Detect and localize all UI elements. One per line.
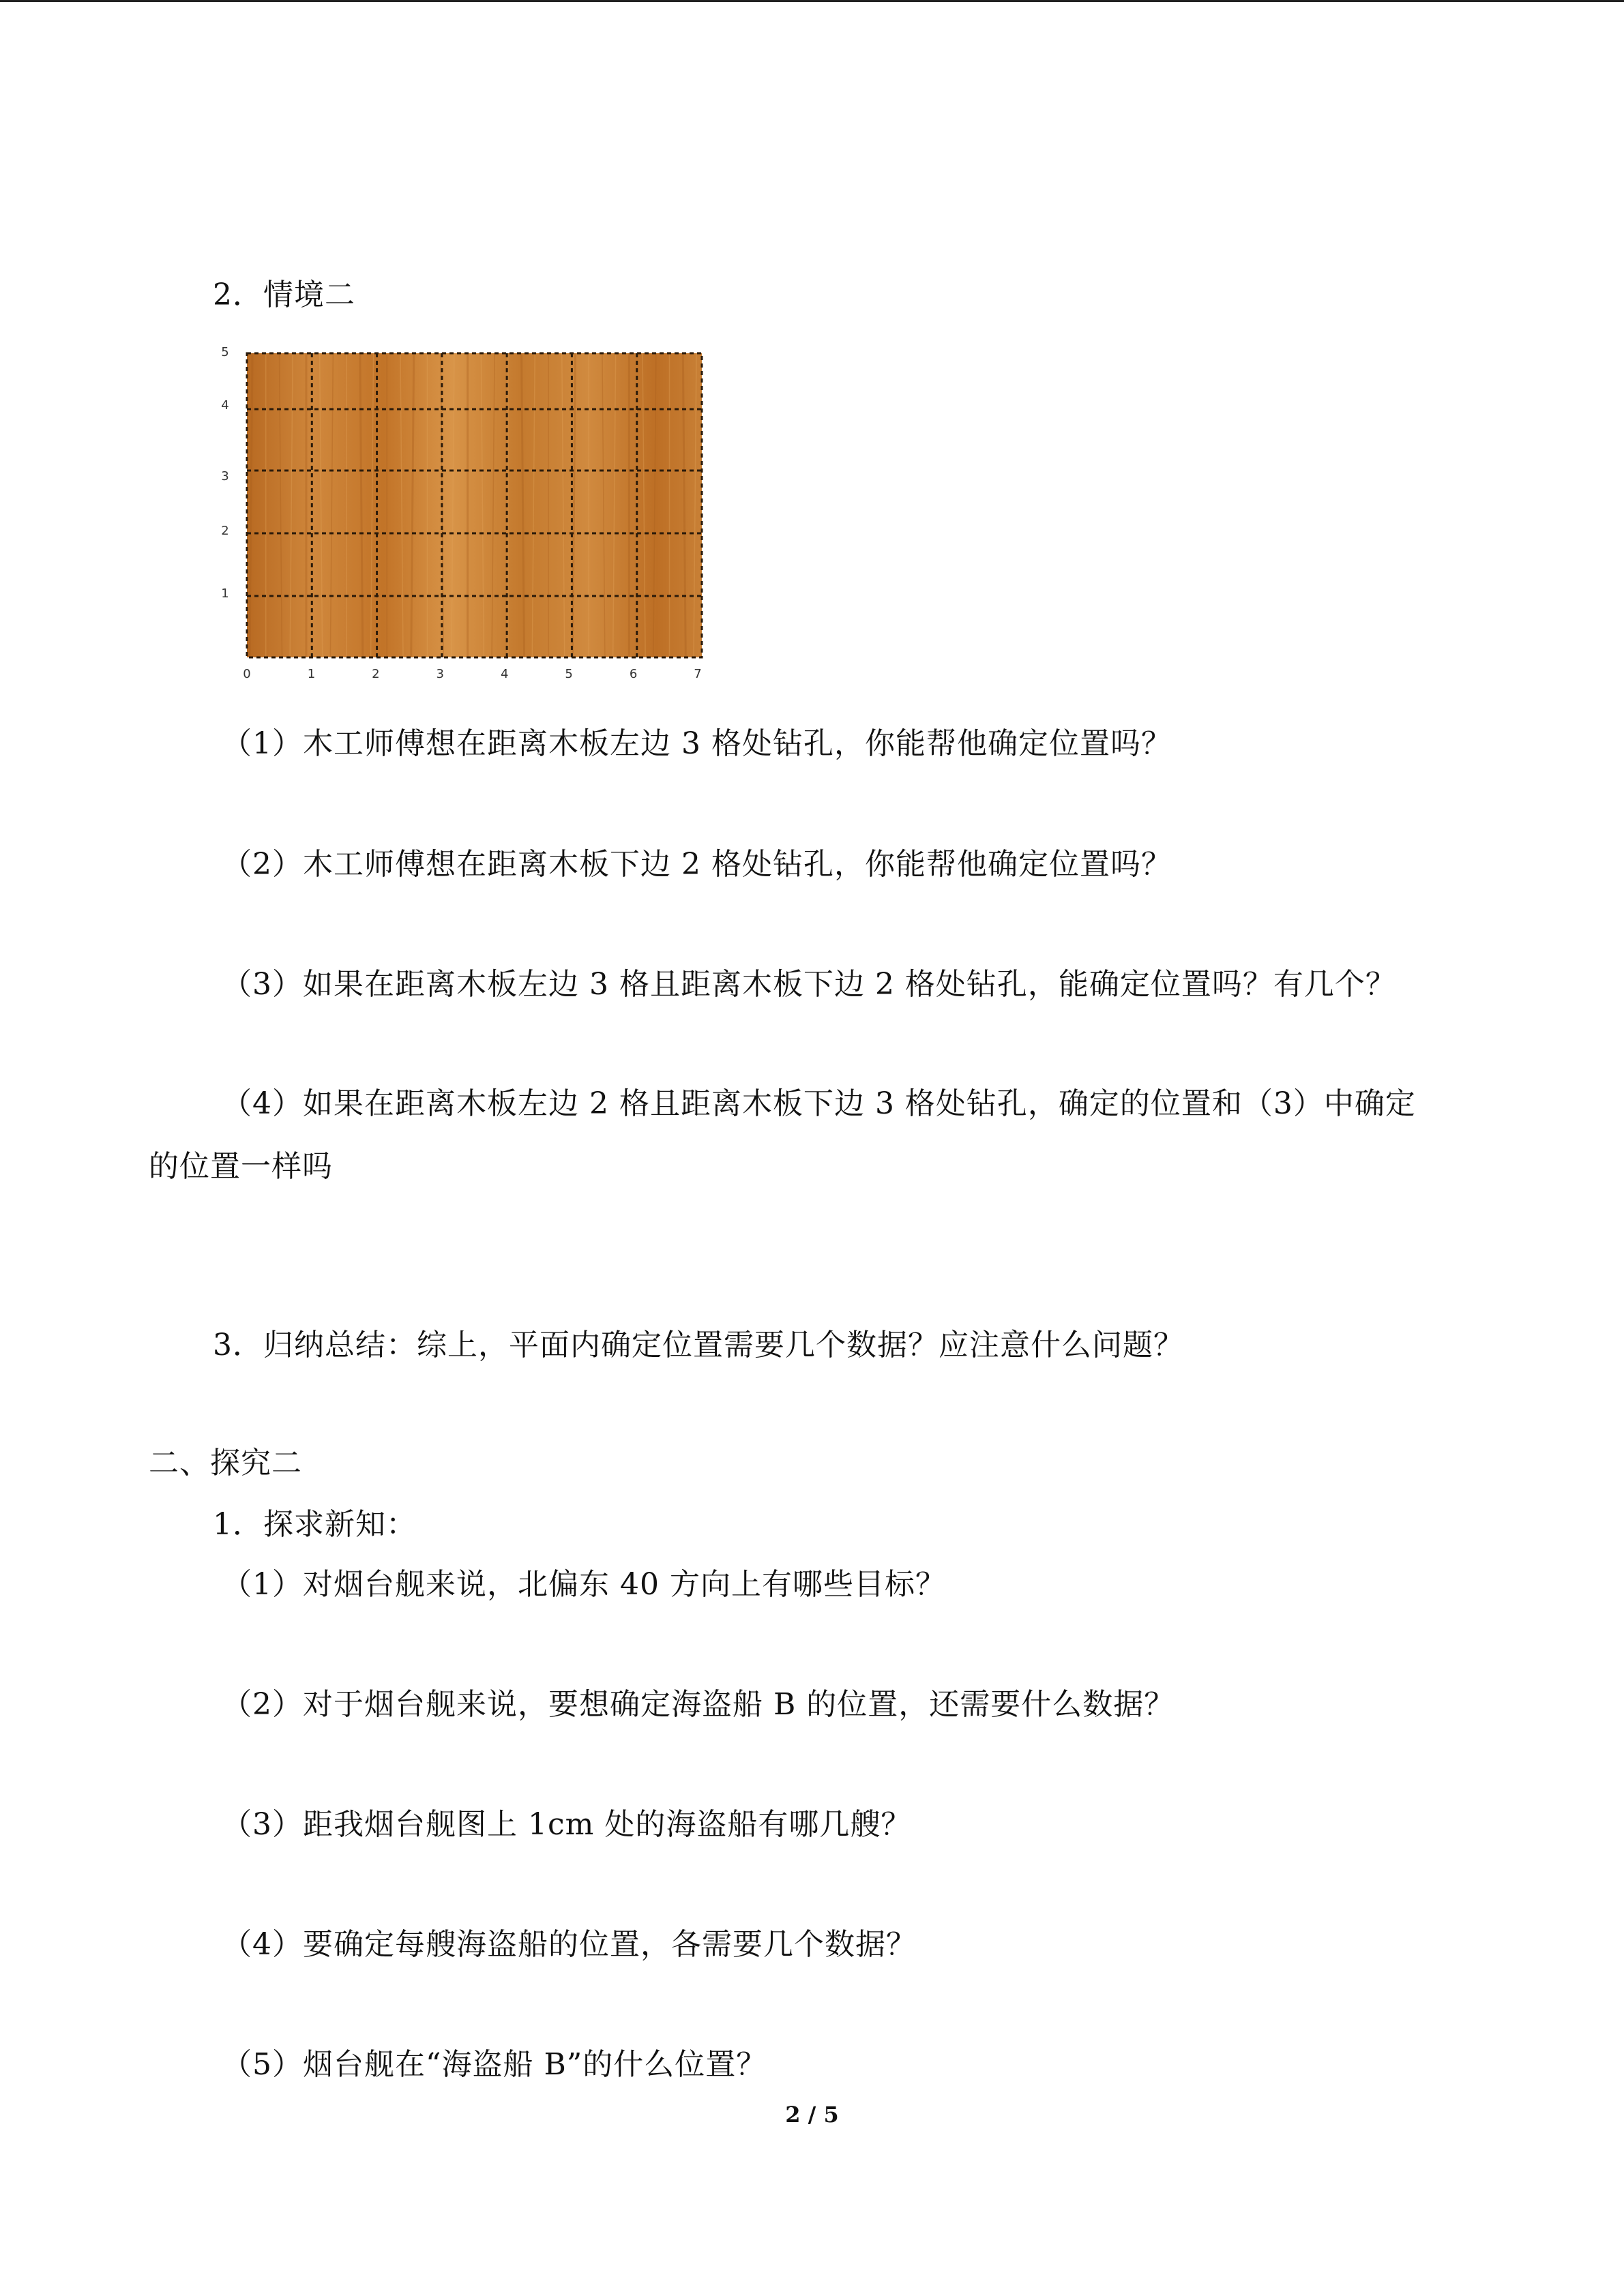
page-number: 2 / 5 (785, 2102, 839, 2128)
ship-question-2: （2）对于烟台舰来说，要想确定海盗船 B 的位置，还需要什么数据？ (222, 1687, 1175, 1722)
x-tick-label: 6 (629, 667, 638, 681)
x-tick-label: 5 (565, 667, 573, 681)
ship-question-1: （1）对烟台舰来说，北偏东 40 方向上有哪些目标？ (222, 1567, 946, 1602)
y-tick-label: 1 (221, 586, 229, 601)
y-axis-ticks (221, 345, 228, 601)
x-tick-label: 3 (436, 667, 445, 681)
page-top-border (0, 0, 1624, 2)
x-axis-ticks (243, 667, 701, 681)
y-tick-label: 4 (221, 398, 229, 413)
x-tick-label: 0 (243, 667, 251, 681)
ship-question-5: （5）烟台舰在“海盗船 B”的什么位置？ (222, 2047, 767, 2082)
board-question-2: （2）木工师傅想在距离木板下边 2 格处钻孔，你能帮他确定位置吗？ (222, 847, 1172, 882)
y-tick-label: 3 (221, 469, 229, 483)
part-2-subheading: 1．探求新知： (213, 1507, 417, 1542)
board-question-4-continued: 的位置一样吗 (149, 1149, 333, 1184)
board-question-1: （1）木工师傅想在距离木板左边 3 格处钻孔，你能帮他确定位置吗？ (222, 726, 1172, 761)
wooden-board-grid-figure (205, 341, 723, 689)
ship-question-3: （3）距我烟台舰图上 1cm 处的海盗船有哪几艘？ (222, 1807, 912, 1842)
x-tick-label: 7 (694, 667, 702, 681)
wood-board (247, 353, 702, 657)
y-tick-label: 5 (221, 345, 229, 359)
y-tick-label: 2 (221, 524, 229, 538)
board-area (247, 353, 702, 657)
section-heading-scenario-2: 2．情境二 (213, 278, 355, 312)
board-question-3: （3）如果在距离木板左边 3 格且距离木板下边 2 格处钻孔，能确定位置吗？有几个？ (222, 967, 1396, 1002)
part-2-heading: 二、探究二 (149, 1446, 302, 1480)
ship-question-4: （4）要确定每艘海盗船的位置，各需要几个数据？ (222, 1927, 917, 1962)
summary-question: 3．归纳总结：综上，平面内确定位置需要几个数据？应注意什么问题？ (213, 1328, 1184, 1362)
x-tick-label: 4 (500, 667, 509, 681)
x-tick-label: 2 (372, 667, 380, 681)
board-question-4: （4）如果在距离木板左边 2 格且距离木板下边 3 格处钻孔，确定的位置和（3）中确定 (222, 1086, 1416, 1121)
x-tick-label: 1 (307, 667, 316, 681)
